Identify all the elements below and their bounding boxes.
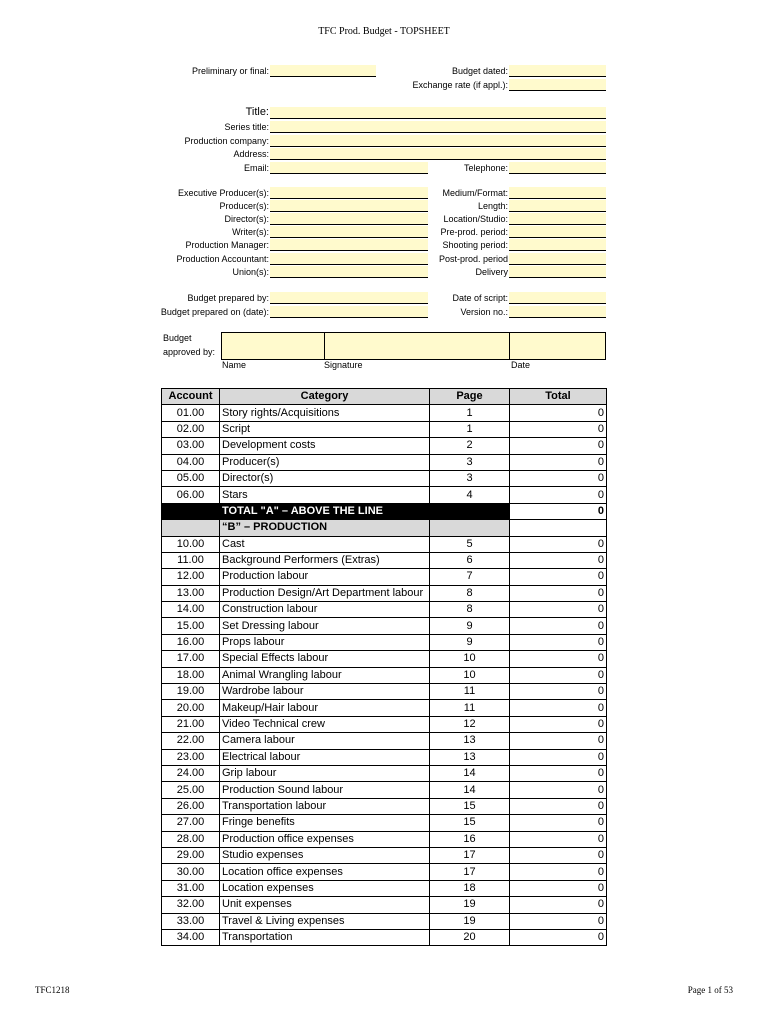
page-cell: 4 <box>430 487 510 503</box>
total-cell: 0 <box>510 831 607 847</box>
address-field[interactable] <box>270 148 606 160</box>
category-cell: Production Design/Art Department labour <box>220 585 430 601</box>
table-row <box>162 569 607 585</box>
category-cell: Transportation labour <box>220 798 430 814</box>
table-row <box>162 454 607 470</box>
account-cell: 14.00 <box>162 602 220 618</box>
address-label: Address: <box>233 149 269 159</box>
total-cell: 0 <box>510 913 607 929</box>
category-cell: Special Effects labour <box>220 651 430 667</box>
prepared-on-label: Budget prepared on (date): <box>160 307 269 317</box>
total-cell: 0 <box>510 667 607 683</box>
series-title-field[interactable] <box>270 121 606 133</box>
telephone-label: Telephone: <box>463 163 508 173</box>
total-a-value: 0 <box>510 503 607 519</box>
length-label: Length: <box>477 201 508 211</box>
total-cell: 0 <box>510 897 607 913</box>
table-row <box>162 618 607 634</box>
date-script-field[interactable] <box>509 292 606 304</box>
approver-name-box[interactable] <box>221 332 325 360</box>
total-cell: 0 <box>510 487 607 503</box>
table-row <box>162 634 607 650</box>
approver-signature-box[interactable] <box>324 332 510 360</box>
total-cell: 0 <box>510 438 607 454</box>
prepared-by-label: Budget prepared by: <box>187 293 269 303</box>
table-row <box>162 864 607 880</box>
production-company-field[interactable] <box>270 135 606 147</box>
account-cell: 31.00 <box>162 880 220 896</box>
page-cell: 15 <box>430 798 510 814</box>
total-cell: 0 <box>510 569 607 585</box>
total-cell: 0 <box>510 765 607 781</box>
account-cell: 28.00 <box>162 831 220 847</box>
approved-label-line2: approved by: <box>163 347 216 357</box>
table-row <box>162 405 607 421</box>
account-cell: 24.00 <box>162 765 220 781</box>
category-cell: Background Performers (Extras) <box>220 552 430 568</box>
page-cell: 14 <box>430 782 510 798</box>
total-cell: 0 <box>510 700 607 716</box>
table-row <box>162 585 607 601</box>
category-cell: Set Dressing labour <box>220 618 430 634</box>
total-cell: 0 <box>510 634 607 650</box>
medium-label: Medium/Format: <box>442 188 508 198</box>
account-header: Account <box>162 389 220 405</box>
category-cell: Stars <box>220 487 430 503</box>
page-cell: 9 <box>430 634 510 650</box>
delivery-field[interactable] <box>509 266 606 278</box>
date-script-label: Date of script: <box>452 293 508 303</box>
account-cell: 18.00 <box>162 667 220 683</box>
table-row <box>162 929 607 945</box>
page-cell: 14 <box>430 765 510 781</box>
page-cell: 7 <box>430 569 510 585</box>
category-cell: Fringe benefits <box>220 815 430 831</box>
total-cell: 0 <box>510 536 607 552</box>
total-cell: 0 <box>510 552 607 568</box>
page-cell: 17 <box>430 847 510 863</box>
total-cell: 0 <box>510 421 607 437</box>
page-cell: 3 <box>430 470 510 486</box>
shooting-field[interactable] <box>509 239 606 251</box>
category-cell: Electrical labour <box>220 749 430 765</box>
page-cell: 13 <box>430 749 510 765</box>
postprod-field[interactable] <box>509 253 606 265</box>
account-cell: 06.00 <box>162 487 220 503</box>
total-cell: 0 <box>510 880 607 896</box>
account-cell: 13.00 <box>162 585 220 601</box>
total-cell: 0 <box>510 847 607 863</box>
category-cell: Travel & Living expenses <box>220 913 430 929</box>
page-cell: 8 <box>430 585 510 601</box>
telephone-field[interactable] <box>509 162 606 174</box>
prod-manager-label: Production Manager: <box>185 240 269 250</box>
series-title-label: Series title: <box>224 122 269 132</box>
footer-code: TFC1218 <box>35 985 70 995</box>
table-row <box>162 438 607 454</box>
table-row <box>162 847 607 863</box>
total-cell: 0 <box>510 929 607 945</box>
total-cell: 0 <box>510 405 607 421</box>
category-cell: Unit expenses <box>220 897 430 913</box>
category-cell: Production office expenses <box>220 831 430 847</box>
approval-date-box[interactable] <box>509 332 606 360</box>
table-row <box>162 667 607 683</box>
section-b-row <box>162 520 607 536</box>
page-cell: 9 <box>430 618 510 634</box>
budget-dated-field[interactable] <box>509 65 606 77</box>
table-row <box>162 470 607 486</box>
total-cell: 0 <box>510 716 607 732</box>
table-row <box>162 831 607 847</box>
total-cell: 0 <box>510 618 607 634</box>
table-row <box>162 602 607 618</box>
category-cell: Producer(s) <box>220 454 430 470</box>
category-cell: Animal Wrangling labour <box>220 667 430 683</box>
account-cell: 20.00 <box>162 700 220 716</box>
location-field[interactable] <box>509 213 606 225</box>
document-title: TFC Prod. Budget - TOPSHEET <box>318 26 450 37</box>
budget-dated-label: Budget dated: <box>451 66 508 76</box>
total-cell: 0 <box>510 733 607 749</box>
table-row <box>162 913 607 929</box>
prod-accountant-label: Production Accountant: <box>176 254 269 264</box>
page-cell: 2 <box>430 438 510 454</box>
category-cell: Video Technical crew <box>220 716 430 732</box>
table-row <box>162 421 607 437</box>
table-row <box>162 487 607 503</box>
director-label: Director(s): <box>224 214 269 224</box>
total-a-row <box>162 503 607 519</box>
category-cell: Makeup/Hair labour <box>220 700 430 716</box>
table-row <box>162 815 607 831</box>
account-cell: 04.00 <box>162 454 220 470</box>
category-cell: Production labour <box>220 569 430 585</box>
category-cell: Director(s) <box>220 470 430 486</box>
page-cell: 12 <box>430 716 510 732</box>
category-header: Category <box>220 389 430 405</box>
account-cell: 26.00 <box>162 798 220 814</box>
date-caption: Date <box>511 360 531 370</box>
category-cell: Production Sound labour <box>220 782 430 798</box>
category-cell: Wardrobe labour <box>220 684 430 700</box>
approved-label-line1: Budget <box>163 333 192 343</box>
category-cell: Props labour <box>220 634 430 650</box>
category-cell: Construction labour <box>220 602 430 618</box>
page-cell: 11 <box>430 700 510 716</box>
producer-label: Producer(s): <box>219 201 269 211</box>
title-label: Title: <box>245 106 269 118</box>
total-a-label: TOTAL "A" – ABOVE THE LINE <box>220 503 510 519</box>
page-cell: 16 <box>430 831 510 847</box>
account-cell: 27.00 <box>162 815 220 831</box>
page-cell: 10 <box>430 651 510 667</box>
page-cell: 1 <box>430 405 510 421</box>
signature-caption: Signature <box>324 360 363 370</box>
exchange-rate-field[interactable] <box>509 79 606 91</box>
name-caption: Name <box>222 360 247 370</box>
table-row <box>162 684 607 700</box>
table-row <box>162 765 607 781</box>
total-cell: 0 <box>510 651 607 667</box>
category-cell: Cast <box>220 536 430 552</box>
length-field[interactable] <box>509 200 606 212</box>
page-cell: 10 <box>430 667 510 683</box>
table-row <box>162 897 607 913</box>
total-cell: 0 <box>510 798 607 814</box>
table-row <box>162 880 607 896</box>
table-row <box>162 700 607 716</box>
preliminary-field[interactable] <box>270 65 376 77</box>
total-cell: 0 <box>510 749 607 765</box>
category-cell: Location office expenses <box>220 864 430 880</box>
account-cell: 05.00 <box>162 470 220 486</box>
page-cell: 5 <box>430 536 510 552</box>
account-cell: 02.00 <box>162 421 220 437</box>
table-row <box>162 798 607 814</box>
page-cell: 13 <box>430 733 510 749</box>
account-cell: 03.00 <box>162 438 220 454</box>
total-cell: 0 <box>510 782 607 798</box>
account-cell: 30.00 <box>162 864 220 880</box>
total-header: Total <box>510 389 607 405</box>
total-cell: 0 <box>510 864 607 880</box>
account-cell: 22.00 <box>162 733 220 749</box>
account-cell: 15.00 <box>162 618 220 634</box>
account-cell: 19.00 <box>162 684 220 700</box>
page-cell: 17 <box>430 864 510 880</box>
section-b-label: “B” – PRODUCTION <box>220 520 430 536</box>
account-cell: 11.00 <box>162 552 220 568</box>
page-cell: 19 <box>430 897 510 913</box>
total-cell: 0 <box>510 585 607 601</box>
category-cell: Grip labour <box>220 765 430 781</box>
table-row <box>162 552 607 568</box>
total-cell: 0 <box>510 454 607 470</box>
table-row <box>162 733 607 749</box>
writer-label: Writer(s): <box>232 227 269 237</box>
page-cell: 6 <box>430 552 510 568</box>
email-label: Email: <box>243 163 269 173</box>
table-row <box>162 651 607 667</box>
category-cell: Camera labour <box>220 733 430 749</box>
category-cell: Development costs <box>220 438 430 454</box>
preliminary-label: Preliminary or final: <box>191 66 269 76</box>
account-cell: 32.00 <box>162 897 220 913</box>
footer-page-number: Page 1 of 53 <box>687 985 733 995</box>
page-cell: 3 <box>430 454 510 470</box>
category-cell: Story rights/Acquisitions <box>220 405 430 421</box>
version-label: Version no.: <box>460 307 508 317</box>
medium-field[interactable] <box>509 187 606 199</box>
table-row <box>162 749 607 765</box>
total-cell: 0 <box>510 815 607 831</box>
category-cell: Transportation <box>220 929 430 945</box>
account-cell: 21.00 <box>162 716 220 732</box>
account-cell: 10.00 <box>162 536 220 552</box>
preprod-field[interactable] <box>509 226 606 238</box>
page-header: Page <box>430 389 510 405</box>
page-cell: 20 <box>430 929 510 945</box>
category-cell: Studio expenses <box>220 847 430 863</box>
page-cell: 15 <box>430 815 510 831</box>
account-cell: 23.00 <box>162 749 220 765</box>
total-cell: 0 <box>510 684 607 700</box>
total-cell: 0 <box>510 470 607 486</box>
account-cell: 29.00 <box>162 847 220 863</box>
page-cell: 1 <box>430 421 510 437</box>
shooting-label: Shooting period: <box>442 240 508 250</box>
exec-producer-label: Executive Producer(s): <box>177 188 269 198</box>
account-cell: 16.00 <box>162 634 220 650</box>
account-cell: 34.00 <box>162 929 220 945</box>
table-row <box>162 716 607 732</box>
account-cell: 25.00 <box>162 782 220 798</box>
preprod-label: Pre-prod. period: <box>440 227 508 237</box>
exchange-rate-label: Exchange rate (if appl.): <box>412 80 508 90</box>
location-label: Location/Studio: <box>443 214 508 224</box>
union-label: Union(s): <box>232 267 269 277</box>
version-field[interactable] <box>509 306 606 318</box>
category-cell: Script <box>220 421 430 437</box>
page-cell: 11 <box>430 684 510 700</box>
delivery-label: Delivery <box>475 267 508 277</box>
table-row <box>162 782 607 798</box>
title-field[interactable] <box>270 107 606 119</box>
account-cell: 17.00 <box>162 651 220 667</box>
page-cell: 19 <box>430 913 510 929</box>
budget-table <box>161 388 607 946</box>
account-cell: 33.00 <box>162 913 220 929</box>
account-cell: 12.00 <box>162 569 220 585</box>
account-cell: 01.00 <box>162 405 220 421</box>
page-cell: 18 <box>430 880 510 896</box>
total-cell: 0 <box>510 602 607 618</box>
category-cell: Location expenses <box>220 880 430 896</box>
table-header-row <box>162 389 607 405</box>
table-row <box>162 536 607 552</box>
page-cell: 8 <box>430 602 510 618</box>
production-company-label: Production company: <box>184 136 269 146</box>
postprod-label: Post-prod. period <box>438 254 508 264</box>
